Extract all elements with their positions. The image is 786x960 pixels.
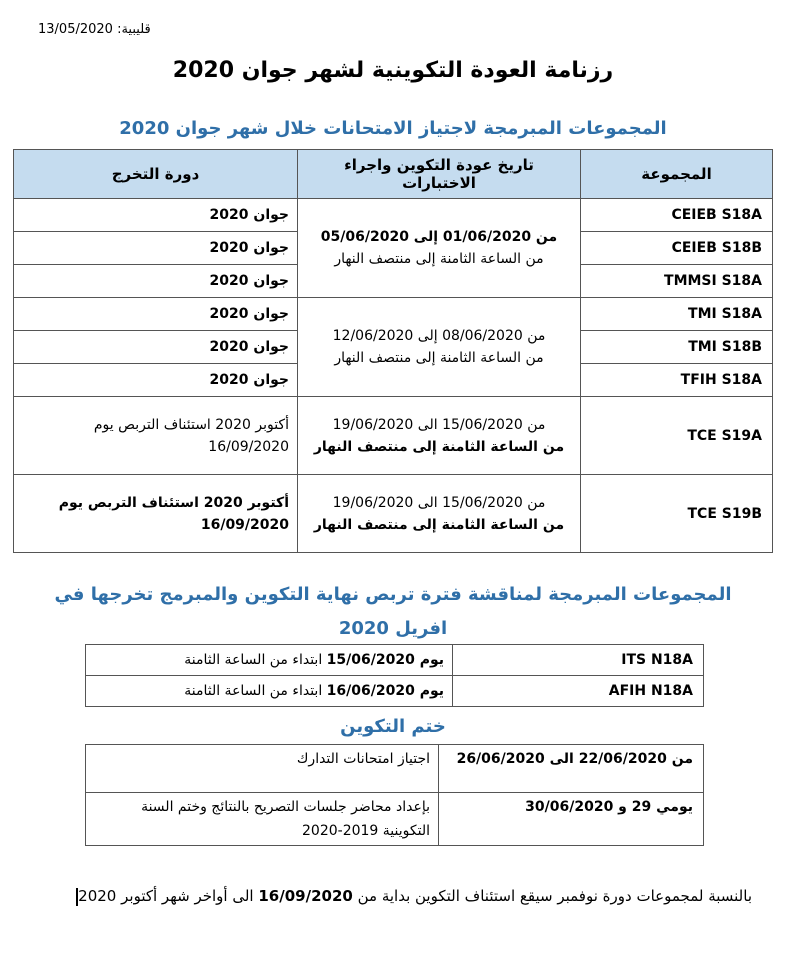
- time-text: ابتداء من الساعة الثامنة: [184, 683, 323, 699]
- table-row: [86, 676, 704, 707]
- exams-table-header: [14, 150, 773, 199]
- dates-cell: [298, 397, 581, 475]
- table-row: [14, 298, 773, 331]
- group-cell: AFIH N18A: [453, 676, 704, 707]
- date-range: من 01/06/2020 إلى 05/06/2020: [320, 229, 558, 245]
- footer-note: [70, 882, 752, 910]
- header-dates: تاريخ عودة التكوين واجراء الاختبارات: [298, 150, 581, 199]
- table-row: [86, 745, 704, 793]
- graduation-cell: جوان 2020: [14, 331, 298, 364]
- date-range: من 15/06/2020 الى 19/06/2020: [332, 494, 546, 511]
- graduation-cell: أكتوبر 2020 استئناف التربص يوم 16/09/2020: [14, 475, 298, 553]
- table-row: [14, 397, 773, 475]
- graduation-cell: جوان 2020: [14, 298, 298, 331]
- closing-table: [85, 744, 704, 846]
- day-text: يوم 16/06/2020: [326, 683, 444, 699]
- schedule-cell: [86, 676, 453, 707]
- document-date: قليبية: 13/05/2020: [38, 22, 151, 37]
- defense-table: [85, 644, 704, 707]
- desc-cell: اجتياز امتحانات التدارك: [86, 745, 439, 793]
- table-row: [14, 199, 773, 232]
- time-range: من الساعة الثامنة إلى منتصف النهار: [334, 251, 544, 267]
- group-cell: TCE S19A: [581, 397, 773, 475]
- closing-section-heading: ختم التكوين: [340, 716, 446, 737]
- exams-table: [13, 149, 773, 553]
- graduation-cell: أكتوبر 2020 استئناف التربص يوم 16/09/2020: [14, 397, 298, 475]
- date-cell: يومي 29 و 30/06/2020: [439, 793, 704, 846]
- time-text: ابتداء من الساعة الثامنة: [184, 652, 323, 668]
- exams-section-heading: المجموعات المبرمجة لاجتياز الامتحانات خلال شهر جوان 2020: [119, 118, 667, 139]
- table-row: [86, 793, 704, 846]
- time-range: من الساعة الثامنة إلى منتصف النهار: [313, 438, 565, 455]
- graduation-cell: جوان 2020: [14, 232, 298, 265]
- document-title: رزنامة العودة التكوينية لشهر جوان 2020: [172, 58, 614, 83]
- time-range: من الساعة الثامنة إلى منتصف النهار: [334, 350, 544, 366]
- note-date: 16/09/2020: [258, 887, 353, 905]
- note-text: بالنسبة لمجموعات دورة نوفمبر سيقع استئناف التكوين بداية من: [352, 887, 752, 905]
- dates-cell: [298, 475, 581, 553]
- dates-cell: [298, 199, 581, 298]
- desc-cell: بإعداد محاضر جلسات التصريح بالنتائج وختم السنة التكوينية 2019-2020: [86, 793, 439, 846]
- defense-section-heading: المجموعات المبرمجة لمناقشة فترة تربص نهاية التكوين والمبرمج تخرجها في افريل 2020: [54, 584, 732, 639]
- dates-cell: [298, 298, 581, 397]
- table-row: [14, 475, 773, 553]
- graduation-cell: جوان 2020: [14, 265, 298, 298]
- header-group: المجموعة: [581, 150, 773, 199]
- group-cell: CEIEB S18A: [581, 199, 773, 232]
- date-range: من 15/06/2020 الى 19/06/2020: [332, 416, 546, 433]
- group-cell: ITS N18A: [453, 645, 704, 676]
- table-row: [86, 645, 704, 676]
- group-cell: TCE S19B: [581, 475, 773, 553]
- group-cell: TMI S18B: [581, 331, 773, 364]
- group-cell: CEIEB S18B: [581, 232, 773, 265]
- schedule-cell: [86, 645, 453, 676]
- graduation-cell: جوان 2020: [14, 364, 298, 397]
- time-range: من الساعة الثامنة إلى منتصف النهار: [313, 516, 565, 533]
- group-cell: TFIH S18A: [581, 364, 773, 397]
- group-cell: TMMSI S18A: [581, 265, 773, 298]
- day-text: يوم 15/06/2020: [326, 652, 444, 668]
- date-range: من 08/06/2020 إلى 12/06/2020: [332, 328, 546, 344]
- group-cell: TMI S18A: [581, 298, 773, 331]
- header-graduation: دورة التخرج: [14, 150, 298, 199]
- note-tail: الى أواخر شهر أكتوبر 2020: [78, 887, 259, 905]
- date-cell: من 22/06/2020 الى 26/06/2020: [439, 745, 704, 793]
- graduation-cell: جوان 2020: [14, 199, 298, 232]
